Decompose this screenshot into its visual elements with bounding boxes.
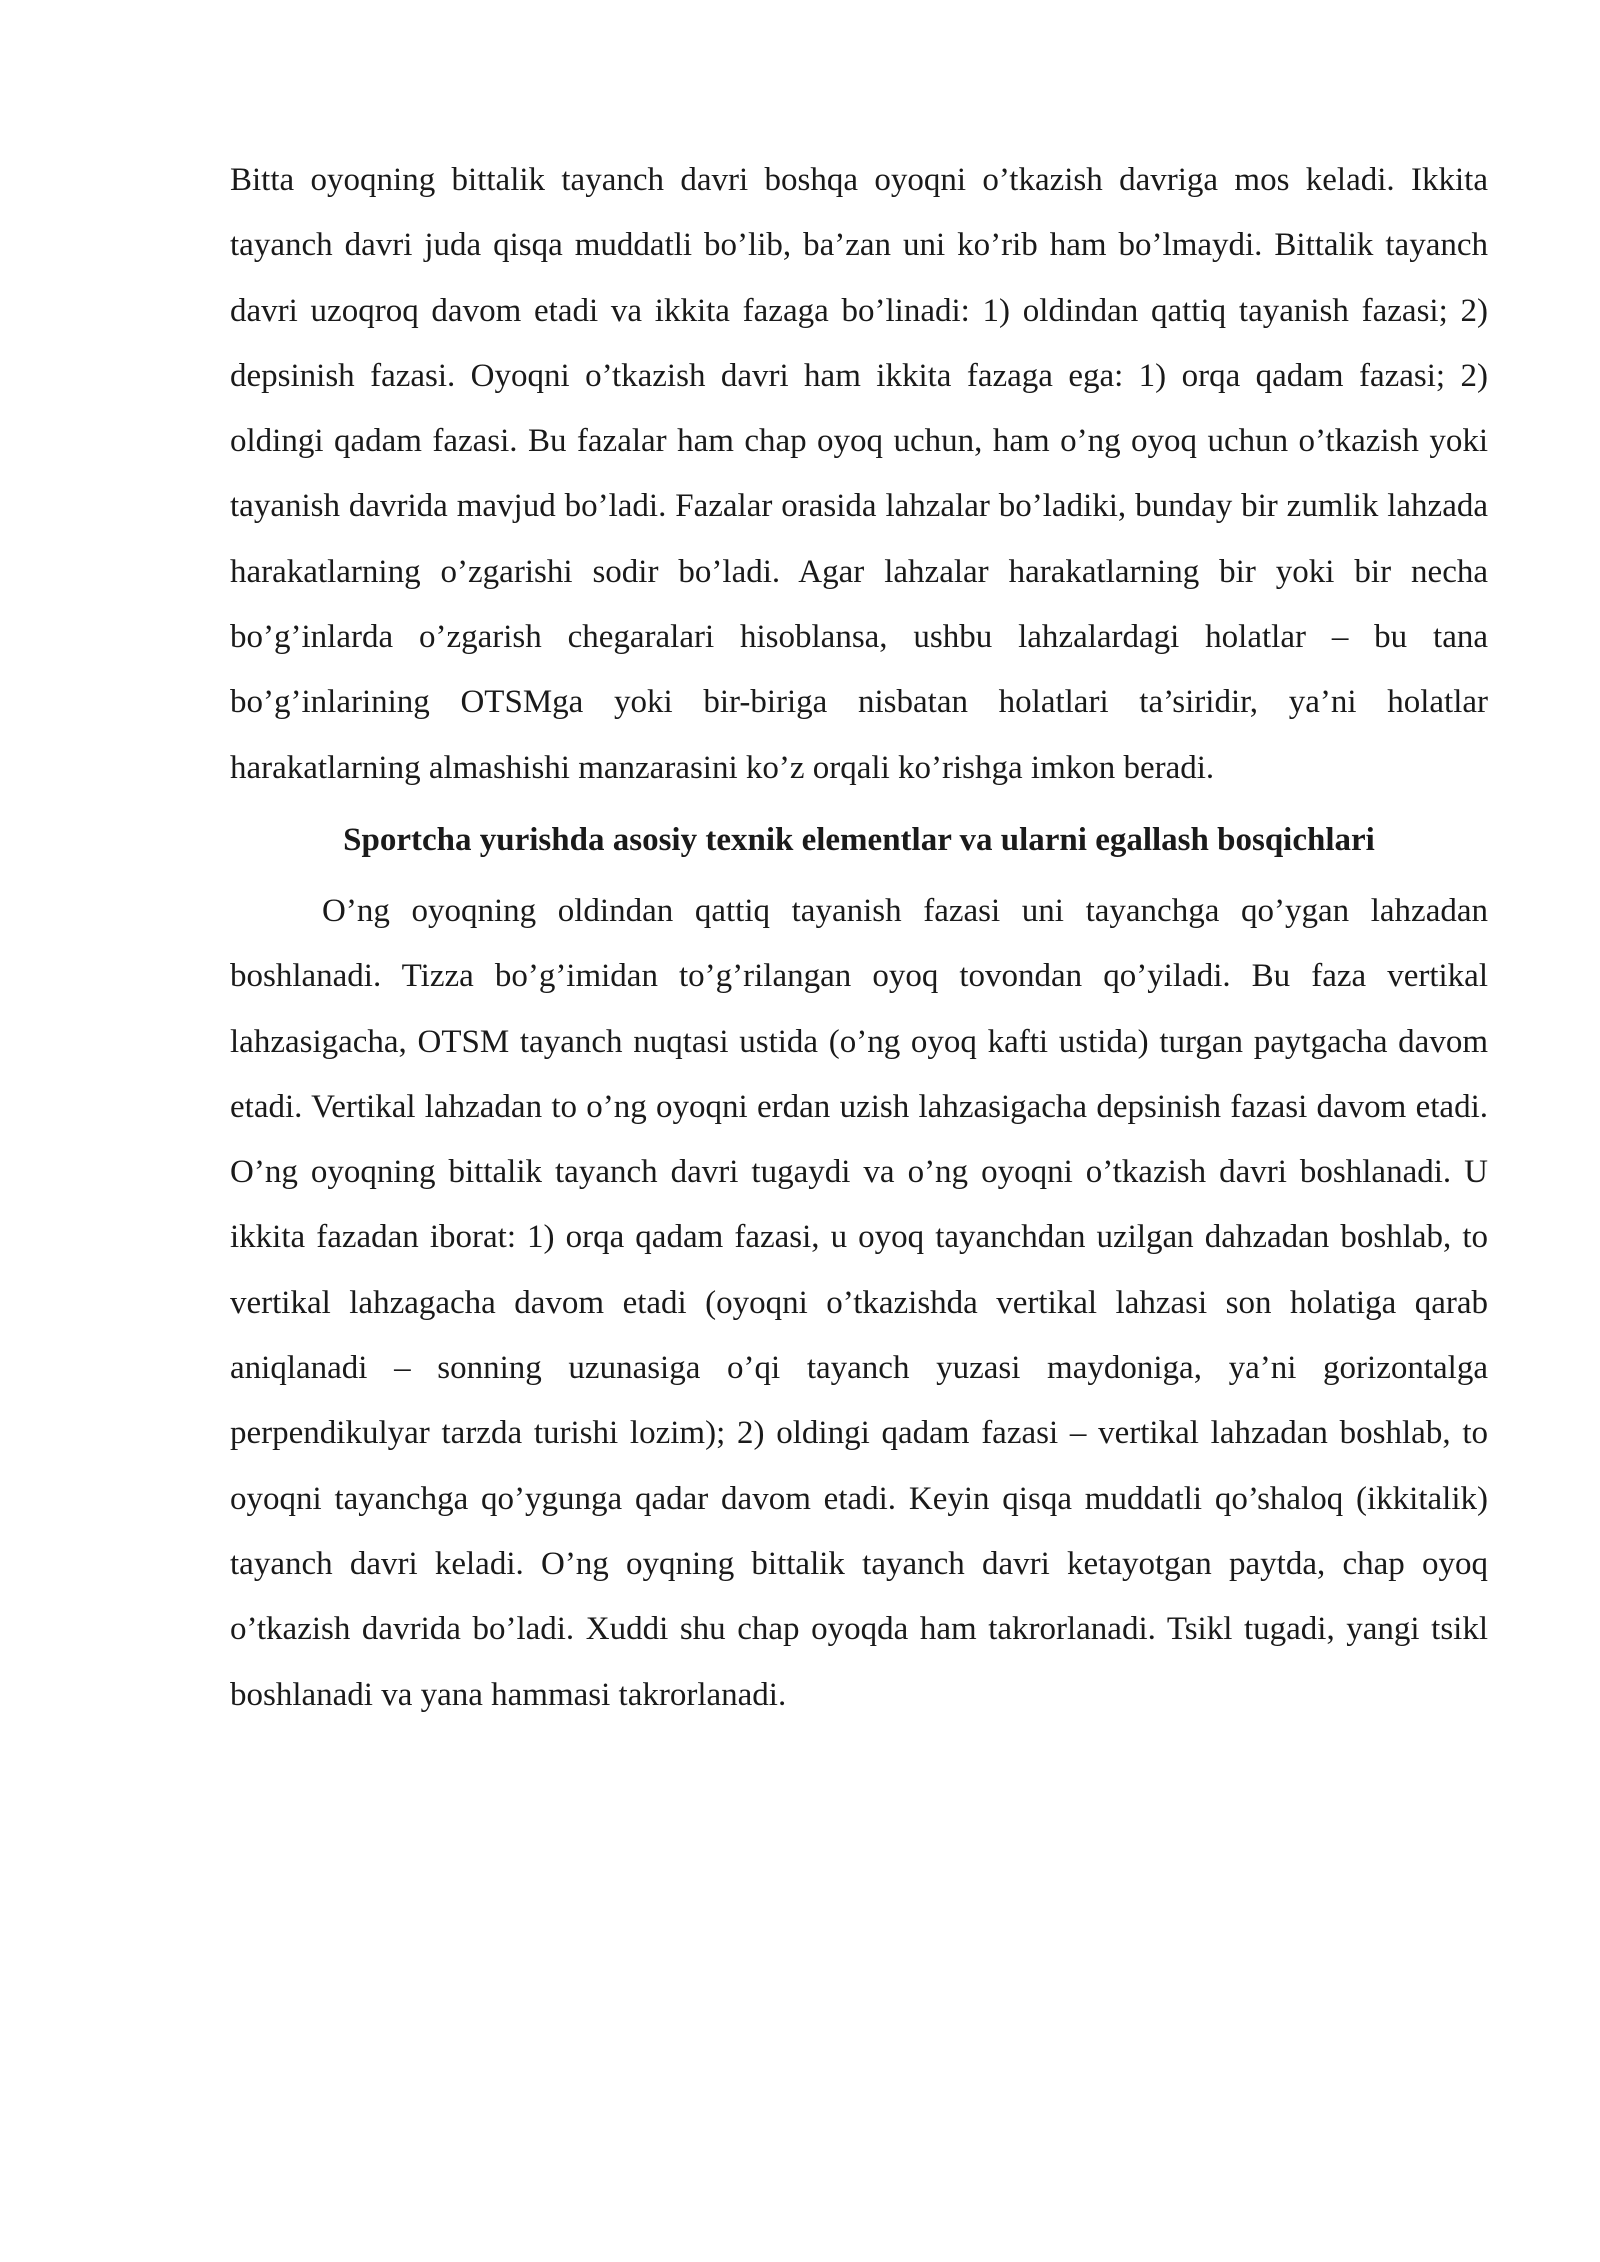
document-page: [230, 148, 1488, 1728]
section-heading: Sportcha yurishda asosiy texnik elementlar va ularni egallash bosqichlari: [343, 821, 1375, 858]
paragraph-body-1: Bitta oyoqning bittalik tayanch davri boshqa oyoqni o’tkazish davriga mos keladi. Ikkita tayanch davri juda qisqa muddatli bo’lib, ba’zan uni ko’rib ham bo’lmaydi. Bittalik tayanch davri uzoqroq davom etadi va ikkita fazaga bo’linadi: 1) oldindan qattiq tayanish fazasi; 2) depsinish fazasi. Oyoqni o’tkazish davri ham ikkita fazaga ega: 1) orqa qadam fazasi; 2) oldingi qadam fazasi. Bu fazalar ham chap oyoq uchun, ham o’ng oyoq uchun o’tkazish yoki tayanish davrida mavjud bo’ladi. Fazalar orasida lahzalar bo’ladiki, bunday bir zumlik lahzada harakatlarning o’zgarishi sodir bo’ladi. Agar lahzalar harakatlarning bir yoki bir necha bo’g’inlarda o’zgarish chegaralari hisoblansa, ushbu lahzalardagi holatlar – bu tana bo’g’inlarining OTSMga yoki bir-biriga nisbatan holatlari ta’siridir, ya’ni holatlar harakatlarning almashishi manzarasini ko’z orqali ko’rishga imkon beradi.: [230, 162, 1488, 786]
paragraph-body-2: O’ng oyoqning oldindan qattiq tayanish fazasi uni tayanchga qo’ygan lahzadan boshlanadi. Tizza bo’g’imidan to’g’rilangan oyoq tovondan qo’yiladi. Bu faza vertikal lahzasigacha, OTSM tayanch nuqtasi ustida (o’ng oyoq kafti ustida) turgan paytgacha davom etadi. Vertikal lahzadan to o’ng oyoqni erdan uzish lahzasigacha depsinish fazasi davom etadi. O’ng oyoqning bittalik tayanch davri tugaydi va o’ng oyoqni o’tkazish davri boshlanadi. U ikkita fazadan iborat: 1) orqa qadam fazasi, u oyoq tayanchdan uzilgan dahzadan boshlab, to vertikal lahzagacha davom etadi (oyoqni o’tkazishda vertikal lahzasi son holatiga qarab aniqlanadi – sonning uzunasiga o’qi tayanch yuzasi maydoniga, ya’ni gorizontalga perpendikulyar tarzda turishi lozim); 2) oldingi qadam fazasi – vertikal lahzadan boshlab, to oyoqni tayanchga qo’ygunga qadar davom etadi. Keyin qisqa muddatli qo’shaloq (ikkitalik) tayanch davri keladi. O’ng oyqning bittalik tayanch davri ketayotgan paytda, chap oyoq o’tkazish davrida bo’ladi. Xuddi shu chap oyoqda ham takrorlanadi. Tsikl tugadi, yangi tsikl boshlanadi va yana hammasi takrorlanadi.: [230, 892, 1488, 1713]
